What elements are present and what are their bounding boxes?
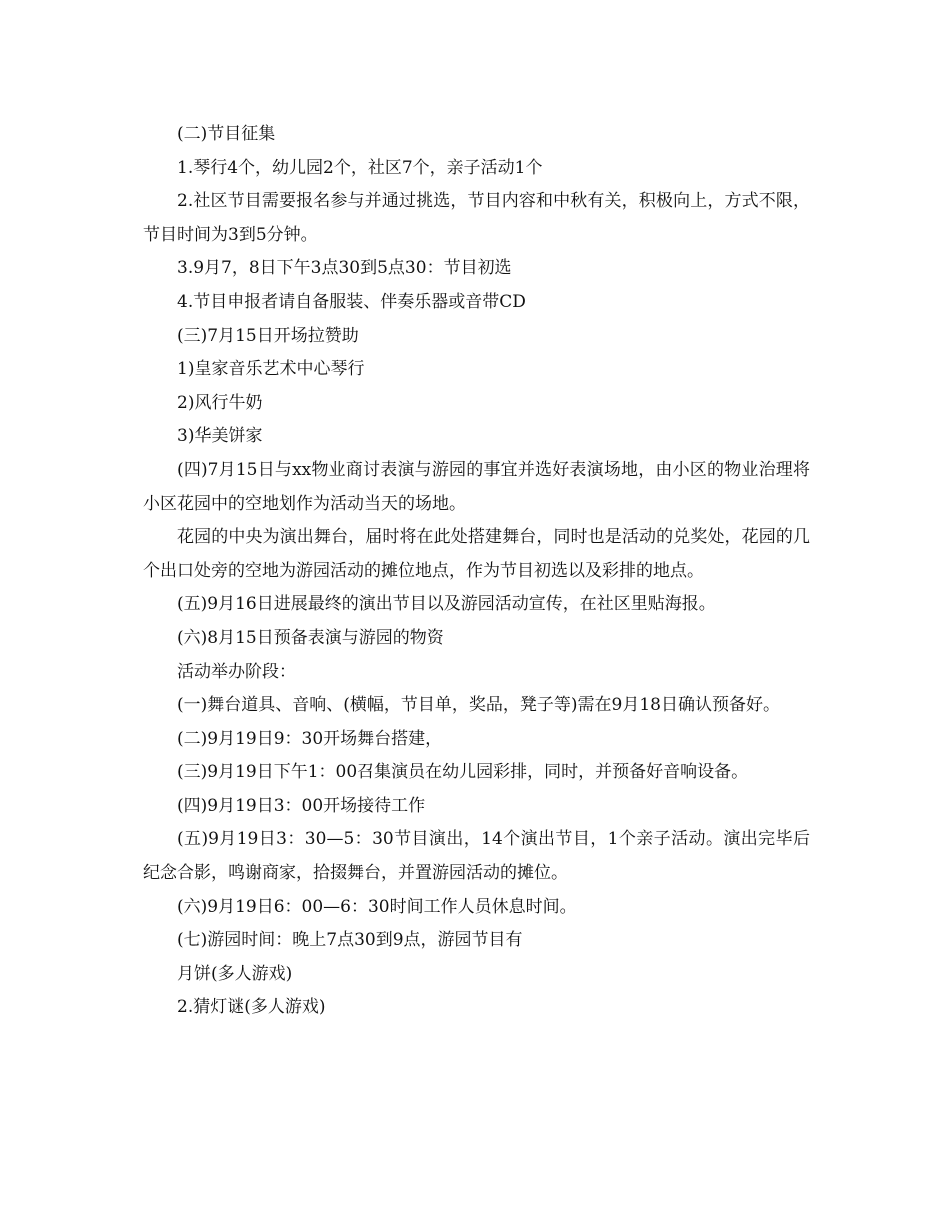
paragraph: 3)华美饼家 xyxy=(177,426,263,447)
document-body xyxy=(143,118,810,1025)
paragraph: (四)9月19日3：00开场接待工作 xyxy=(177,795,426,816)
paragraph: (二)9月19日9：30开场舞台搭建， xyxy=(177,728,443,749)
paragraph: 1)皇家音乐艺术中心琴行 xyxy=(177,359,365,380)
paragraph: (四)7月15日与xx物业商讨表演与游园的事宜并选好表演场地，由小区的物业治理将小区花园中的空地划作为活动当天的场地。 xyxy=(143,459,810,514)
paragraph: 2.社区节目需要报名参与并通过挑选，节目内容和中秋有关，积极向上，方式不限，节目时间为3到5分钟。 xyxy=(143,191,810,245)
paragraph: 2.猜灯谜(多人游戏) xyxy=(177,997,326,1018)
paragraph: (一)舞台道具、音响、(横幅，节目单，奖品，凳子等)需在9月18日确认预备好。 xyxy=(177,695,780,716)
paragraph: 1.琴行4个，幼儿园2个，社区7个，亲子活动1个 xyxy=(177,157,543,178)
paragraph: (六)8月15日预备表演与游园的物资 xyxy=(177,627,444,648)
paragraph: 月饼(多人游戏) xyxy=(177,963,293,984)
paragraph: 2)风行牛奶 xyxy=(177,392,263,413)
paragraph: 活动举办阶段： xyxy=(177,661,296,682)
paragraph: (五)9月19日3：30—5：30节目演出，14个演出节目，1个亲子活动。演出完毕后纪念合影，鸣谢商家，拾掇舞台，并置游园活动的摊位。 xyxy=(143,829,810,884)
paragraph: (二)节目征集 xyxy=(177,124,276,144)
paragraph: (五)9月16日进展最终的演出节目以及游园活动宣传，在社区里贴海报。 xyxy=(177,594,716,615)
paragraph: 3.9月7，8日下午3点30到5点30：节目初选 xyxy=(177,258,512,279)
paragraph: (三)9月19日下午1：00召集演员在幼儿园彩排，同时，并预备好音响设备。 xyxy=(177,762,749,783)
paragraph: (六)9月19日6：00—6：30时间工作人员休息时间。 xyxy=(177,896,577,917)
paragraph: (三)7月15日开场拉赞助 xyxy=(177,325,359,346)
paragraph: (七)游园时间：晚上7点30到9点，游园节目有 xyxy=(177,930,523,951)
paragraph: 花园的中央为演出舞台，届时将在此处搭建舞台，同时也是活动的兑奖处，花园的几个出口处旁的空地为游园活动的摊位地点，作为节目初选以及彩排的地点。 xyxy=(143,527,810,581)
paragraph: 4.节目申报者请自备服装、伴奏乐器或音带CD xyxy=(177,291,526,312)
